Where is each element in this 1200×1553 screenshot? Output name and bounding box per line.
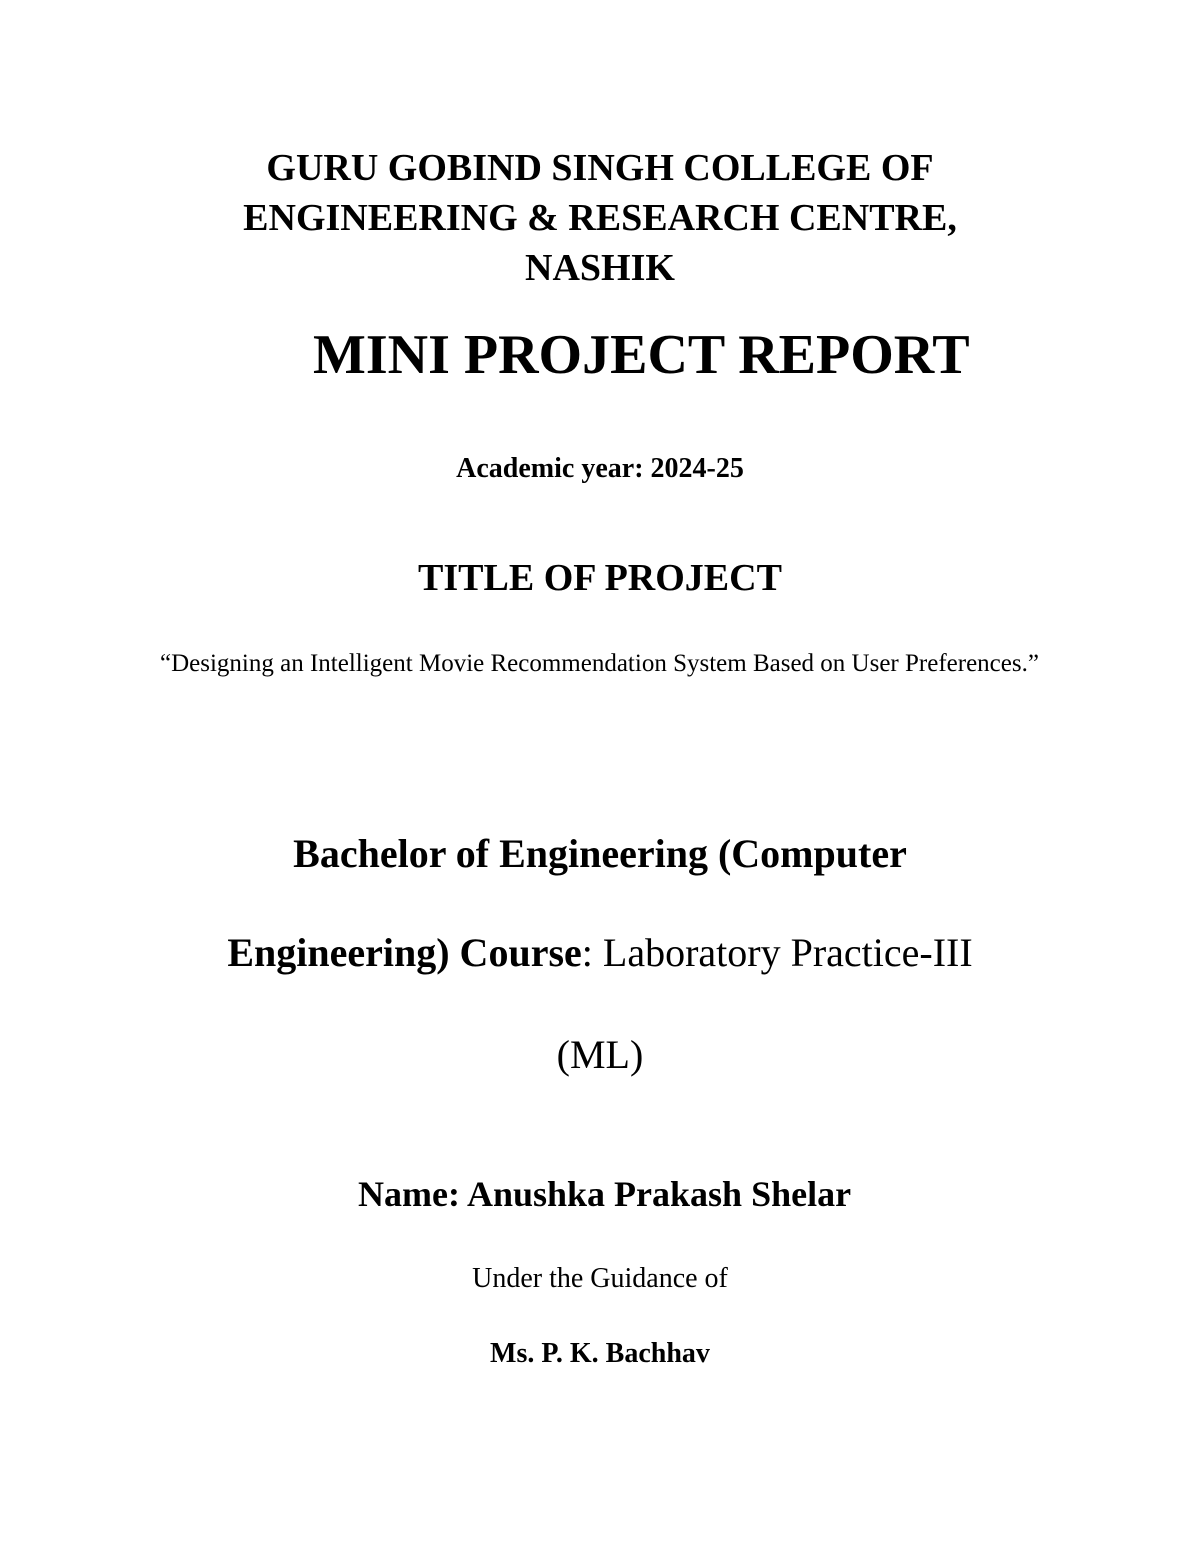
college-name-line-1: GURU GOBIND SINGH COLLEGE OF (266, 147, 934, 189)
course-subject: (ML) (556, 1032, 644, 1077)
guide-name: Ms. P. K. Bachhav (490, 1338, 710, 1369)
course-line (0, 928, 1200, 978)
student-name: Name: Anushka Prakash Shelar (358, 1174, 852, 1214)
course-line-rest: : Laboratory Practice-III (581, 930, 973, 975)
report-title: MINI PROJECT REPORT (313, 324, 970, 386)
academic-year: Academic year: 2024-25 (456, 453, 744, 484)
course-line-bold: Engineering) Course (227, 930, 582, 975)
guidance-label: Under the Guidance of (472, 1263, 728, 1294)
college-name-line-3: NASHIK (525, 247, 675, 289)
project-title-heading: TITLE OF PROJECT (418, 557, 782, 599)
college-name (0, 143, 1200, 293)
project-title: “Designing an Intelligent Movie Recommendation System Based on User Preferences.” (160, 650, 1039, 677)
degree-line-1: Bachelor of Engineering (Computer (293, 831, 907, 876)
college-name-line-2: ENGINEERING & RESEARCH CENTRE, (243, 197, 957, 239)
